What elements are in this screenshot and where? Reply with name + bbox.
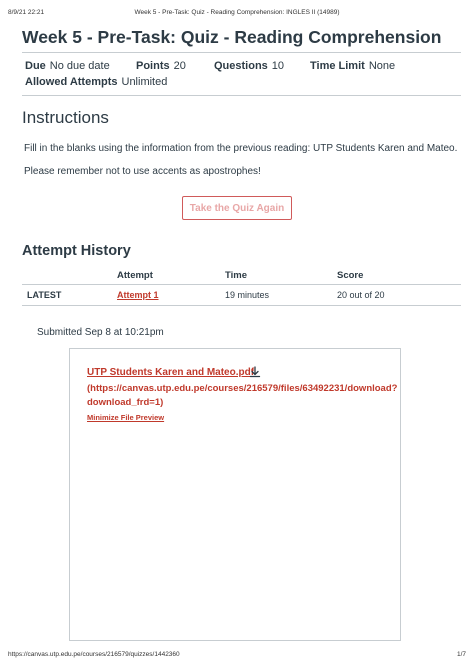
quiz-time-limit [310, 60, 395, 72]
instructions-heading: Instructions [22, 108, 109, 127]
attempt-1-link[interactable]: Attempt 1 [117, 290, 159, 300]
attempts-label: Allowed Attempts [25, 76, 118, 88]
column-header-time: Time [225, 270, 248, 281]
quiz-questions [214, 60, 284, 72]
questions-label: Questions [214, 60, 268, 72]
download-icon[interactable] [249, 365, 261, 377]
time-limit-label: Time Limit [310, 60, 365, 72]
divider [22, 52, 461, 53]
latest-label: LATEST [27, 290, 62, 300]
page-title: Week 5 - Pre-Task: Quiz - Reading Comprehension [22, 27, 442, 47]
file-url-line-2: download_frd=1) [87, 397, 164, 408]
column-header-score: Score [337, 270, 364, 281]
instructions-line-2: Please remember not to use accents as apostrophes! [24, 166, 261, 177]
due-label: Due [25, 60, 46, 72]
quiz-points [136, 60, 186, 72]
points-label: Points [136, 60, 170, 72]
file-preview-panel [69, 348, 401, 641]
table-divider [22, 284, 461, 285]
file-download-link[interactable]: UTP Students Karen and Mateo.pdf [87, 367, 255, 378]
minimize-file-preview-link[interactable]: Minimize File Preview [87, 413, 165, 422]
print-date: 8/9/21 22:21 [8, 9, 45, 16]
divider [22, 95, 461, 96]
page-number: 1/7 [456, 651, 466, 658]
quiz-due [25, 60, 110, 72]
quiz-attempts [25, 76, 167, 88]
print-header [8, 9, 466, 21]
due-value: No due date [49, 60, 110, 72]
attempt-time: 19 minutes [225, 290, 270, 300]
column-header-attempt: Attempt [117, 270, 153, 281]
attempt-history-heading: Attempt History [22, 243, 131, 259]
take-quiz-again-button[interactable]: Take the Quiz Again [182, 196, 292, 220]
file-url-line-1: (https://canvas.utp.edu.pe/courses/216579/files/63492231/download? [87, 383, 398, 394]
attempt-score: 20 out of 20 [337, 290, 385, 300]
attempts-value: Unlimited [121, 76, 168, 88]
file-url[interactable] [87, 382, 397, 410]
instructions-line-1: Fill in the blanks using the information from the previous reading: UTP Students Karen and Mateo. [24, 143, 458, 154]
print-url: https://canvas.utp.edu.pe/courses/216579/quizzes/1442360 [8, 651, 180, 658]
time-limit-value: None [368, 60, 396, 72]
submitted-timestamp: Submitted Sep 8 at 10:21pm [37, 327, 164, 338]
questions-value: 10 [271, 60, 285, 72]
points-value: 20 [173, 60, 186, 72]
table-divider [22, 305, 461, 306]
print-title: Week 5 - Pre-Task: Quiz - Reading Comprehension: INGLES II (14989) [134, 9, 340, 16]
